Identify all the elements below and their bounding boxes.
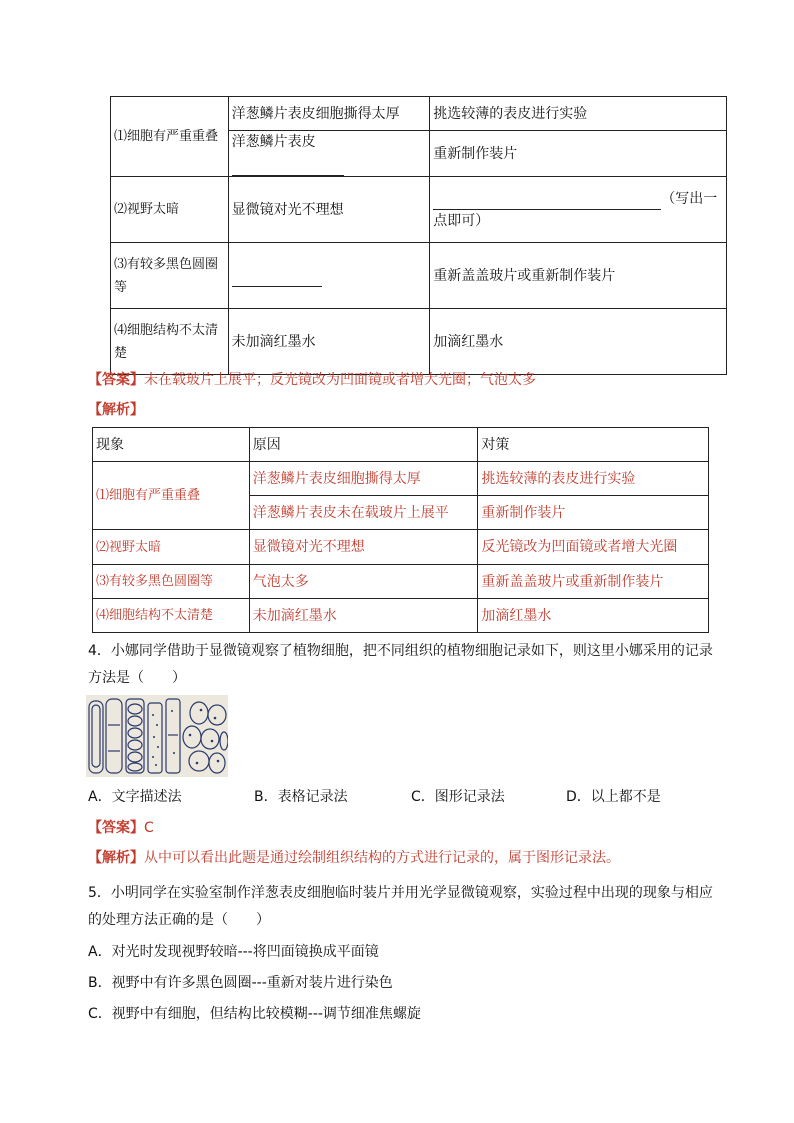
option-d[interactable]: D．以上都不是 [566,789,661,805]
table-cell: 加滴红墨水 [430,309,727,375]
analysis-line: 【解析】从中可以看出此题是通过绘制组织结构的方式进行记录的，属于图形记录法。 [88,850,620,866]
table-cell: 加滴红墨水 [478,599,709,633]
plant-cell-drawing [86,695,228,777]
question-stem: 4．小娜同学借助于显微镜观察了植物细胞，把不同组织的植物细胞记录如下，则这里小娜采用的记录 [88,643,713,659]
table-header: 现象 [93,428,250,462]
table-cell: ⑵视野太暗 [111,177,229,243]
option-c[interactable]: C．视野中有细胞，但结构比较模糊---调节细准焦螺旋 [88,1006,421,1022]
option-a[interactable]: A．文字描述法 [88,789,182,805]
option-b[interactable]: B．视野中有许多黑色圆圈---重新对装片进行染色 [88,975,393,991]
table-header: 原因 [249,428,478,462]
question-table [110,96,727,375]
table-cell: 挑选较薄的表皮进行实验 [430,97,727,131]
table-cell: ⑴细胞有严重重叠 [93,462,250,530]
table-cell: 重新制作装片 [478,496,709,530]
question-stem: 方法是（ ） [88,670,186,686]
table-cell: 洋葱鳞片表皮细胞撕得太厚 [228,97,430,131]
table-cell: 洋葱鳞片表皮细胞撕得太厚 [249,462,478,496]
table-cell: ⑶有较多黑色圆圈 等 [111,243,229,309]
question-stem: 的处理方法正确的是（ ） [88,912,270,928]
table-cell: 重新制作装片 [430,131,727,177]
table-cell: 气泡太多 [249,565,478,599]
table-cell: 挑选较薄的表皮进行实验 [478,462,709,496]
answer-line: 【答案】未在载玻片上展平；反光镜改为凹面镜或者增大光圈；气泡太多 [88,372,536,388]
answer-blank [232,153,344,176]
answer-line: 【答案】C [88,820,154,836]
table-header: 对策 [478,428,709,462]
analysis-table [92,427,709,633]
table-cell: 显微镜对光不理想 [249,530,478,565]
table-cell: 重新盖盖玻片或重新制作装片 [430,243,727,309]
table-cell: （写出一 点即可） [430,177,727,243]
table-cell: ⑶有较多黑色圆圈等 [93,565,250,599]
table-cell: 显微镜对光不理想 [228,177,430,243]
answer-blank [433,187,661,210]
table-cell: ⑷细胞结构不太清 楚 [111,309,229,375]
table-cell: 重新盖盖玻片或重新制作装片 [478,565,709,599]
answer-blank [232,264,322,287]
table-cell: ⑵视野太暗 [93,530,250,565]
table-cell: ⑷细胞结构不太清楚 [93,599,250,633]
option-c[interactable]: C．图形记录法 [411,789,505,805]
table-cell [228,243,430,309]
option-a[interactable]: A．对光时发现视野较暗---将凹面镜换成平面镜 [88,944,379,960]
table-cell: 洋葱鳞片表皮未在载玻片上展平 [249,496,478,530]
option-b[interactable]: B．表格记录法 [254,789,348,805]
table-cell: 未加滴红墨水 [249,599,478,633]
table-cell: 未加滴红墨水 [228,309,430,375]
table-cell: 洋葱鳞片表皮 [228,131,430,177]
question-stem: 5．小明同学在实验室制作洋葱表皮细胞临时装片并用光学显微镜观察，实验过程中出现的现象与相应 [88,885,713,901]
table-cell: 反光镜改为凹面镜或者增大光圈 [478,530,709,565]
analysis-label: 【解析】 [88,402,144,418]
table-cell: ⑴细胞有严重重叠 [111,97,229,177]
